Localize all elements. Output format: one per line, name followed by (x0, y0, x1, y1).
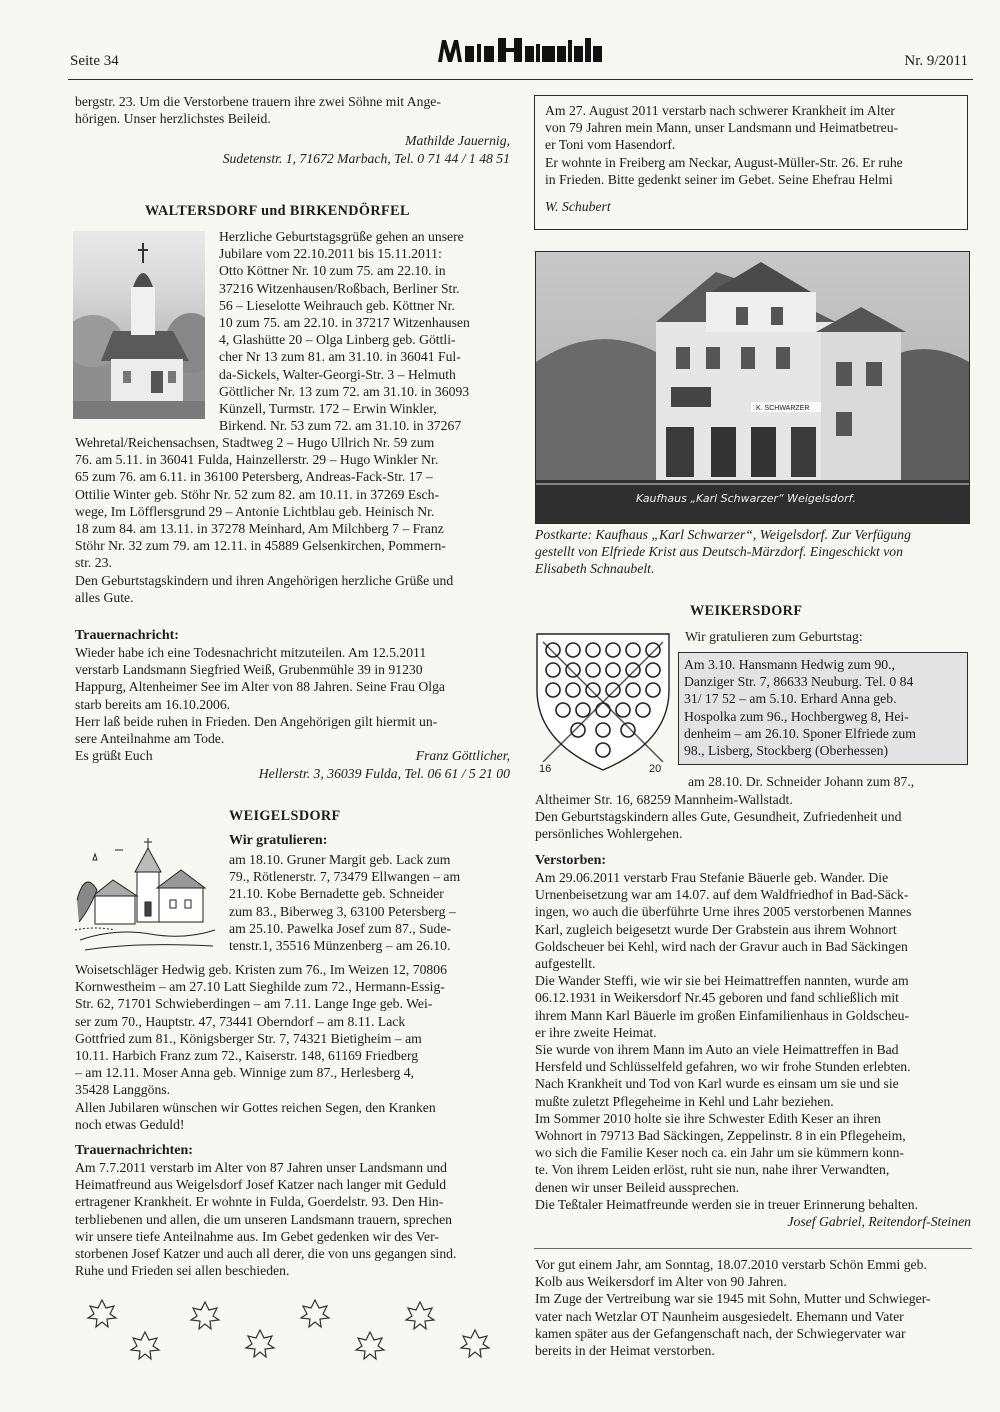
text-line: starb bereits am 16.10.2006. (75, 696, 231, 712)
text-line: Allen Jubilaren wünschen wir Gottes reichen Segen, den Kranken (75, 1099, 436, 1115)
text-line: bergstr. 23. Um die Verstorbene trauern ihre zwei Söhne mit Ange- (75, 94, 441, 109)
text-line: 65 zum 76. am 6.11. in 36100 Petersberg, Andreas-Fack-Str. 17 – (75, 469, 433, 485)
weikersdorf-intro: Wir gratulieren zum Geburtstag: (685, 629, 863, 644)
text-line: 76. am 5.11. in 36041 Fulda, Hainzellerstr. 29 – Hugo Winkler Nr. (75, 452, 439, 468)
text-line: Gottfried zum 81., Königsberger Str. 7, 74321 Bietigheim – am (75, 1030, 422, 1046)
kaufhaus-postcard-photo (535, 251, 970, 524)
text-line: zum 83., Biberweg 3, 63100 Petersberg – (229, 903, 456, 919)
text-line: sere Anteilnahme am Tode. (75, 731, 225, 747)
caption-line: Elisabeth Schnaubelt. (535, 561, 655, 577)
text-line: Karl, zugleich beigesetzt wurde Der Grabstein aus ihrem Wohnort (535, 921, 897, 937)
text-line: wo sich die Familie Keser noch ca. ein Jahr um sie kümmern konn- (535, 1145, 905, 1161)
page-number: Seite 34 (70, 53, 119, 69)
header-rule (68, 79, 973, 80)
text-line: Kolb aus Weikersdorf im Alter von 90 Jahren. (535, 1274, 787, 1290)
text-line: am 28.10. Dr. Schneider Johann zum 87., (688, 774, 915, 789)
text-line: Heimatfreund aus Weigelsdorf Josef Katzer nach langer mit Geduld (75, 1177, 447, 1193)
deceased-heading: Verstorben: (535, 853, 607, 868)
text-line: Str. 62, 71701 Schwieberdingen – am 7.11. Lange Inge geb. Wei- (75, 996, 433, 1012)
text-line: Am 27. August 2011 verstarb nach schwerer Krankheit im Alter (545, 103, 895, 118)
text-line: 56 – Lieselotte Weihrauch geb. Köttner Nr. (219, 297, 455, 313)
greeting: Es grüßt Euch (75, 748, 153, 764)
text-line: alles Gute. (75, 589, 134, 605)
text-line: Wieder habe ich eine Todesnachricht mitzuteilen. Am 12.5.2011 (75, 645, 427, 660)
text-line: persönliches Wohlergehen. (535, 826, 683, 842)
maple-leaf-icon (461, 1330, 489, 1357)
obituary-section-2 (75, 1143, 510, 1279)
text-line: 35428 Langgöns. (75, 1082, 171, 1098)
text-line: Er wohnte in Freiberg am Neckar, August-Müller-Str. 26. Er ruhe (545, 154, 903, 170)
text-line: Die Wander Steffi, wie wir sie bei Heimattreffen nannten, wurde am (535, 973, 909, 989)
village-church-sketch (75, 830, 220, 960)
obituary-box-toni (534, 95, 968, 230)
weikersdorf-text (535, 791, 971, 843)
text-line: Altheimer Str. 16, 68259 Mannheim-Wallstadt. (535, 792, 793, 807)
maple-leaf-icon (301, 1300, 329, 1327)
text-line: in Frieden. Bitte gedenkt seiner im Gebet. Seine Ehefrau Helmi (545, 171, 893, 187)
text-line: Am 7.7.2011 verstarb im Alter von 87 Jahren unser Landsmann und (75, 1160, 448, 1175)
text-line: ser zum 70., Hauptstr. 47, 73441 Oberndorf – am 8.11. Lack (75, 1013, 406, 1029)
text-line: Birkend. Nr. 53 zum 72. am 31.10. in 37267 (219, 418, 462, 434)
text-line: ingen, wo auch die überführte Urne ihres 2005 verstorbenen Mannes (535, 904, 912, 920)
masthead-logo (432, 32, 607, 74)
text-line: tenstr.1, 35516 Münzenberg – am 26.10. (229, 938, 451, 954)
text-line: Herzliche Geburtstagsgrüße gehen an unsere (219, 229, 464, 244)
text-line: Ottilie Winter geb. Stöhr Nr. 52 zum 82. am 10.11. in 37269 Esch- (75, 486, 440, 502)
text-line: Nach Krankheit und Tod von Karl wurde es einsam um sie und sie (535, 1076, 899, 1092)
text-line: da-Sickels, Walter-Georgi-Str. 3 – Helmuth (219, 366, 456, 382)
text-line: denen wir unser Beileid aussprechen. (535, 1179, 740, 1195)
maple-leaf-icon (131, 1332, 159, 1359)
text-line: am 25.10. Pawelka Josef zum 87., Sude- (229, 920, 452, 936)
text-line: er Toni vom Hasendorf. (545, 137, 676, 153)
maple-leaf-icon (246, 1330, 274, 1357)
text-line: vater nach Wetzlar OT Naunheim ausgesiedelt. Ehemann und Vater (535, 1308, 904, 1324)
text-line: Die Teßtaler Heimatfreunde werden sie in treuer Erinnerung behalten. (535, 1196, 919, 1212)
text-line: er ihre zweite Heimat. (535, 1024, 657, 1040)
text-line: Herr laß beide ruhen in Frieden. Den Angehörigen gilt hiermit un- (75, 713, 438, 729)
maple-leaf-icon (406, 1302, 434, 1329)
text-line: – am 12.11. Moser Anna geb. Winnige zum 87., Herlesberg 4, (75, 1065, 415, 1081)
text-line: 31/ 17 52 – am 5.10. Erhard Anna geb. (684, 691, 897, 707)
text-line: wir unsere tiefe Anteilnahme aus. Im Gebet gedenken wir des Ver- (75, 1228, 439, 1244)
crest-year-right: 20 (649, 763, 662, 775)
obituary-section-1 (75, 628, 510, 782)
shop-sign: K. SCHWARZER (756, 405, 810, 412)
birthday-list-narrow (219, 228, 510, 434)
schoen-obituary (535, 1256, 971, 1359)
text-line: Den Geburtstagskindern alles Gute, Gesundheit, Zufriedenheit und (535, 809, 902, 825)
text-line: Hospolka zum 96., Hochbergweg 8, Hei- (684, 708, 909, 724)
text-line: Stöhr Nr. 32 zum 79. am 12.11. in 45889 Gelsenkirchen, Pommern- (75, 538, 446, 554)
text-line: Wohnort in 79713 Bad Säckingen, Zeppelinstr. 8 in ein Pflegeheim, (535, 1128, 906, 1144)
chapel-photo (73, 231, 205, 419)
text-line: Jubilare vom 22.10.2011 bis 15.11.2011: (219, 246, 442, 262)
deceased-section (535, 853, 971, 1230)
text-line: 98., Lisberg, Stockberg (Oberhessen) (684, 743, 889, 759)
text-line: Otto Köttner Nr. 10 zum 75. am 22.10. in (219, 263, 446, 279)
text-line: Vor gut einem Jahr, am Sonntag, 18.07.2010 verstarb Schön Emmi geb. (535, 1257, 927, 1272)
text-line: 10.11. Harbich Franz zum 72., Kaiserstr. 148, 61169 Friedberg (75, 1048, 419, 1064)
postcard-inscription: Kaufhaus „Karl Schwarzer“ Weigelsdorf. (636, 492, 856, 505)
weikersdorf-coat-of-arms (533, 630, 673, 775)
text-line: Am 3.10. Hansmann Hedwig zum 90., (684, 657, 895, 672)
issue-number: Nr. 9/2011 (904, 53, 968, 69)
obituary-heading: Trauernachricht: (75, 628, 179, 643)
section-title-weigelsdorf: WEIGELSDORF (229, 808, 341, 824)
postcard-caption (535, 526, 971, 578)
text-line: verstarb Landsmann Siegfried Weiß, Grubenmühle 39 in 91230 (75, 662, 423, 678)
text-line: am 18.10. Gruner Margit geb. Lack zum (229, 852, 451, 867)
text-line: terbliebenen und allen, die um unseren Landsmann trauern, sprechen (75, 1211, 453, 1227)
text-line: storbenen Josef Katzer und auch all derer, die von uns gegangen sind. (75, 1246, 457, 1262)
signature-name: Franz Göttlicher, (415, 748, 510, 764)
text-line: 06.12.1931 in Weikersdorf Nr.45 geboren und fand schließlich mit (535, 990, 899, 1006)
maple-leaf-icon (356, 1332, 384, 1359)
text-line: von 79 Jahren mein Mann, unser Landsmann und Heimatbetreu- (545, 120, 899, 136)
text-line: ertragener Krankheit. Er wohnte in Fulda, Goerdelstr. 93. Den Hin- (75, 1194, 444, 1210)
signature-address: Sudetenstr. 1, 71672 Marbach, Tel. 0 71 44 / 1 48 51 (222, 150, 510, 166)
maple-leaf-icon (191, 1302, 219, 1329)
text-line: 79., Rötlenerstr. 7, 73479 Ellwangen – am (229, 869, 461, 885)
text-line: Woisetschläger Hedwig geb. Kristen zum 76., Im Weizen 12, 70806 (75, 962, 447, 977)
text-line: Im Zuge der Vertreibung war sie 1945 mit Sohn, Mutter und Schwieger- (535, 1291, 931, 1307)
caption-line: Postkarte: Kaufhaus „Karl Schwarzer“, Weigelsdorf. Zur Verfügung (535, 527, 911, 542)
section-subtitle: Wir gratulieren: (229, 833, 328, 848)
text-line: Sie wurde von ihrem Mann im Auto an viele Heimattreffen in Bad (535, 1042, 899, 1058)
text-line: Kornwestheim – am 27.10 Latt Sieghilde zum 72., Hermann-Essig- (75, 979, 445, 995)
obituary-heading: Trauernachrichten: (75, 1143, 193, 1158)
divider (534, 1248, 972, 1249)
text-line: 37216 Witzenhausen/Roßbach, Berliner Str. (219, 280, 460, 296)
chapel-photo-image (73, 231, 205, 419)
section-title-waltersdorf: WALTERSDORF und BIRKENDÖRFEL (145, 203, 410, 219)
signature-address: Hellerstr. 3, 36039 Fulda, Tel. 06 61 / 5 21 00 (258, 766, 510, 782)
section-title-weikersdorf: WEIKERSDORF (690, 603, 803, 619)
text-line: te. Von ihrem Leiden erlöst, ruht sie nun, nahe ihrer Verwandten, (535, 1162, 890, 1178)
intro-paragraph (75, 93, 510, 167)
text-line: Goldscheuer bei Kehl, wird nach der Gravur auch in Bad Säckingen (535, 938, 908, 954)
postcard-image (536, 252, 969, 523)
weikersdorf-birthday-box (678, 652, 968, 765)
maple-leaf-icon (88, 1300, 116, 1327)
text-line: mußte zuletzt Pflegeheime in Kehl und Lahr beziehen. (535, 1093, 834, 1109)
text-line: Danziger Str. 7, 86633 Neuburg. Tel. 0 84 (684, 674, 914, 690)
signature-name: Mathilde Jauernig, (405, 133, 510, 149)
text-line: Urnenbeisetzung war am 14.07. auf dem Waldfriedhof in Bad-Säck- (535, 887, 909, 903)
text-line: Happurg, Altenheimer See im Alter von 88 Jahren. Seine Frau Olga (75, 679, 445, 695)
text-line: 10 zum 75. am 22.10. in 37217 Witzenhausen (219, 315, 470, 331)
text-line: 18 zum 84. am 13.11. in 37278 Meinhard, Am Milchberg 7 – Franz (75, 521, 444, 537)
text-line: Künzell, Turmstr. 172 – Erwin Winkler, (219, 401, 437, 417)
text-line: Den Geburtstagskindern und ihren Angehörigen herzliche Grüße und (75, 572, 454, 588)
weigelsdorf-list-narrow (229, 851, 510, 954)
text-line: aufgestellt. (535, 956, 596, 972)
crest-year-left: 16 (539, 763, 552, 775)
text-line: str. 23. (75, 555, 112, 571)
text-line: denheim – am 26.10. Sponer Elfriede zum (684, 725, 916, 741)
text-line: Hersfeld und Schlüsselfeld gefahren, wo wir frohe Stunden erlebten. (535, 1059, 911, 1075)
text-line: kamen später aus der Gefangenschaft nach, der Schwiegervater war (535, 1325, 906, 1341)
signature-name: W. Schubert (545, 199, 611, 215)
weigelsdorf-list-full (75, 961, 510, 1133)
text-line: cher Nr 13 zum 81. am 31.10. in 36041 Ful- (219, 349, 461, 365)
birthday-list-full (75, 434, 510, 606)
text-line: 21.10. Kobe Bernadette geb. Schneider (229, 886, 444, 902)
text-line: 4, Glashütte 20 – Olga Linberg geb. Göttli- (219, 332, 456, 348)
text-line: hörigen. Unser herzlichstes Beileid. (75, 111, 271, 127)
text-line: Ruhe und Frieden sei allen beschieden. (75, 1263, 290, 1279)
text-line: noch etwas Geduld! (75, 1116, 185, 1132)
text-line: Wehretal/Reichensachsen, Stadtweg 2 – Hugo Ullrich Nr. 59 zum (75, 435, 435, 450)
leaf-ornaments (75, 1296, 510, 1368)
text-line: Im Sommer 2010 holte sie ihre Schwester Edith Keser an ihren (535, 1110, 881, 1126)
text-line: wege, Im Löfflersgrund 29 – Antonie Lichtblau geb. Heinisch Nr. (75, 503, 435, 519)
text-line: ihrem Mann Karl Bäuerle im großen Einfamilienhaus in Goldscheu- (535, 1007, 910, 1023)
text-line: Göttlicher Nr. 13 zum 72. am 31.10. in 36093 (219, 383, 470, 399)
text-line: Am 29.06.2011 verstarb Frau Stefanie Bäuerle geb. Wander. Die (535, 870, 889, 885)
signature-name: Josef Gabriel, Reitendorf-Steinen (787, 1214, 971, 1230)
text-line: bereits in der Heimat verstorben. (535, 1343, 715, 1359)
caption-line: gestellt von Elfriede Krist aus Deutsch-Märzdorf. Eingeschickt von (535, 544, 903, 560)
